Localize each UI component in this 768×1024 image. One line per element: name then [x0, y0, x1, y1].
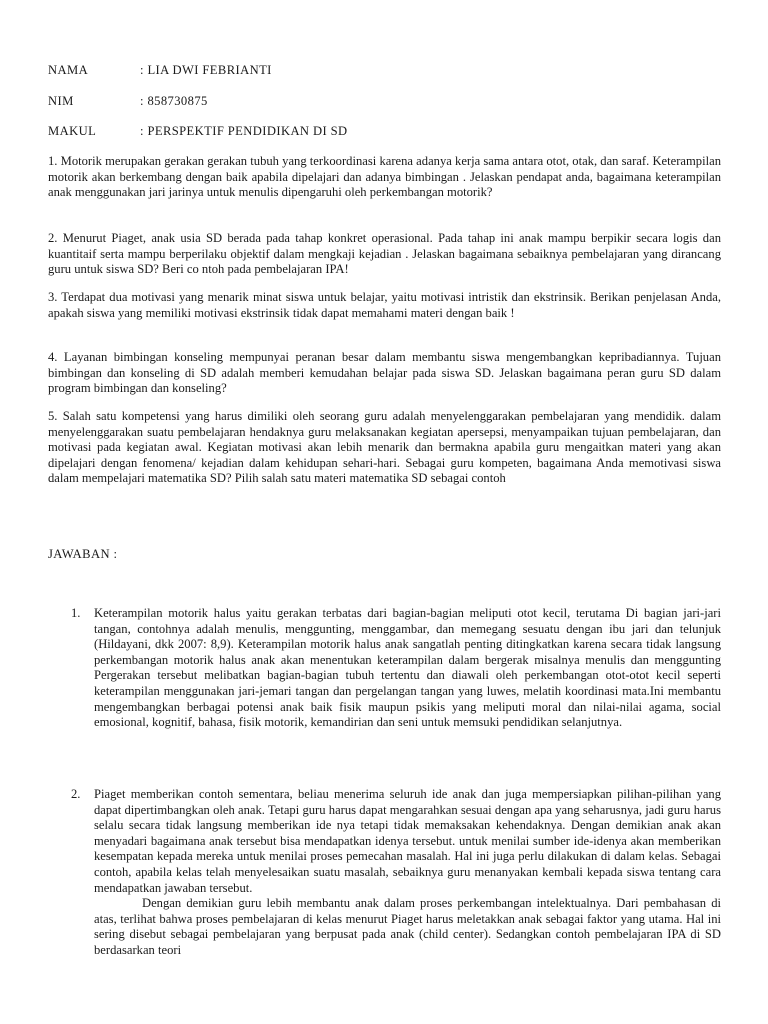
nim-label: NIM — [48, 94, 74, 108]
nama-value: : LIA DWI FEBRIANTI — [140, 63, 272, 77]
nama-label: NAMA — [48, 63, 89, 77]
answer-text: Piaget memberikan contoh sementara, beliau menerima seluruh ide anak dan juga mempersiapkan pilihan-pilihan yang dapat dipertimbangkan oleh anak. Tetapi guru harus dapat mengarahkan sesuai dengan apa yang seharusnya, jadi guru harus selalu secara tidak langsung memberikan ide nya tetapi tidak memaksakan kehendaknya. Dengan demikian anak akan menyadari bagaimana anak tersebut bisa mendapatkan idenya tersebut. untuk menilai sumber ide-idenya akan memberikan kesempatan kepada mereka untuk menilai proses pemecahan masalah. Hal ini juga perlu dilakukan di dalam kelas. Sebagai contoh, apabila kelas telah menyelesaikan suatu masalah, sebaiknya guru menanyakan kembali kepada siswa tentang cara mendapatkan jawaban tersebut. — [94, 787, 721, 895]
answer-number: 1. — [71, 606, 81, 620]
question-5: 5. Salah satu kompetensi yang harus dimiliki oleh seorang guru adalah menyelenggarakan pembelajaran yang mendidik. dalam menyelenggarakan suatu pembelajaran hendaknya guru melaksanakan kegiatan apersepsi, menyampaikan tujuan pembelajaran, dan motivasi pada kegiatan awal. Kegiatan motivasi akan lebih menarik dan bermakna apabila guru mengaitkan materi yang akan dipelajari dengan fenomena/ kejadian dalam kehidupan sehari-hari. Sebagai guru kompeten, bagaimana Anda memotivasi siswa dalam mempelajari matematika SD? Pilih salah satu materi matematika SD sebagai contoh — [48, 409, 721, 486]
answer-continuation: Dengan demikian guru lebih membantu anak dalam proses perkembangan intelektualnya. Dari pembahasan di atas, terlihat bahwa proses pembelajaran di kelas menurut Piaget harus meletakkan anak sebagai faktor yang utama. Hal ini sering disebut sebagai pembelajaran yang berpusat pada anak (child center). Sedangkan contoh pembelajaran IPA di SD berdasarkan teori — [94, 896, 721, 957]
question-4: 4. Layanan bimbingan konseling mempunyai peranan besar dalam membantu siswa mengembangkan kepribadiannya. Tujuan bimbingan dan konseling di SD adalah memberi kemudahan belajar pada siswa SD. Jelaskan bagaimana peran guru SD dalam program bimbingan dan konseling? — [48, 350, 721, 396]
makul-value: : PERSPEKTIF PENDIDIKAN DI SD — [140, 124, 348, 138]
header-makul — [48, 124, 348, 140]
answers-heading: JAWABAN : — [48, 547, 118, 561]
header-nim — [48, 94, 208, 110]
answer-2 — [71, 787, 721, 959]
answer-text: Keterampilan motorik halus yaitu gerakan terbatas dari bagian-bagian meliputi otot kecil, terutama Di bagian jari-jari tangan, contohnya adalah menulis, menggunting, menggambar, dan memegang sesuatu dengan ibu jari dan telunjuk (Hildayani, dkk 2007: 8,9). Keterampilan motorik halus anak sangatlah penting ditingkatkan karena secara tidak langsung perkembangan motorik halus anak akan menentukan keterampilan dalam bergerak misalnya menulis dan menggunting Pergerakan tersebut melibatkan bagian-bagian tubuh tertentu dan diawali oleh perkembangan otot-otot kecil seperti keterampilan menggunakan jari-jemari tangan dan pergelangan tangan yang luwes, melatih koordinasi mata.Ini membantu mengembangkan berbagai potensi anak baik fisik maupun psikis yang meliputi moral dan nilai-nilai agama, social emosional, kognitif, bahasa, fisik motorik, kemandirian dan seni untuk memsuki pendidikan selanjutnya. — [94, 606, 721, 730]
header-nama — [48, 63, 272, 79]
question-2: 2. Menurut Piaget, anak usia SD berada pada tahap konkret operasional. Pada tahap ini anak mampu berpikir secara logis dan kuantitaif serta mampu berperilaku objektif dalam mengkaji kejadian . Jelaskan bagaimana sebaiknya pembelajaran yang dirancang guru untuk siswa SD? Beri co ntoh pada pembelajaran IPA! — [48, 231, 721, 277]
nim-value: : 858730875 — [140, 94, 208, 108]
answer-1 — [71, 606, 721, 731]
answer-number: 2. — [71, 787, 81, 801]
makul-label: MAKUL — [48, 124, 97, 138]
question-3: 3. Terdapat dua motivasi yang menarik minat siswa untuk belajar, yaitu motivasi intristik dan ekstrinsik. Berikan penjelasan Anda, apakah siswa yang memiliki motivasi ekstrinsik tidak dapat memahami materi dengan baik ! — [48, 290, 721, 320]
question-1: 1. Motorik merupakan gerakan gerakan tubuh yang terkoordinasi karena adanya kerja sama antara otot, otak, dan saraf. Keterampilan motorik akan berkembang dengan baik apabila dipelajari dan adanya bimbingan . Jelaskan pendapat anda, bagaimana keterampilan anak menggunakan jari jarinya untuk menulis dipengaruhi oleh perkembangan motorik? — [48, 154, 721, 200]
